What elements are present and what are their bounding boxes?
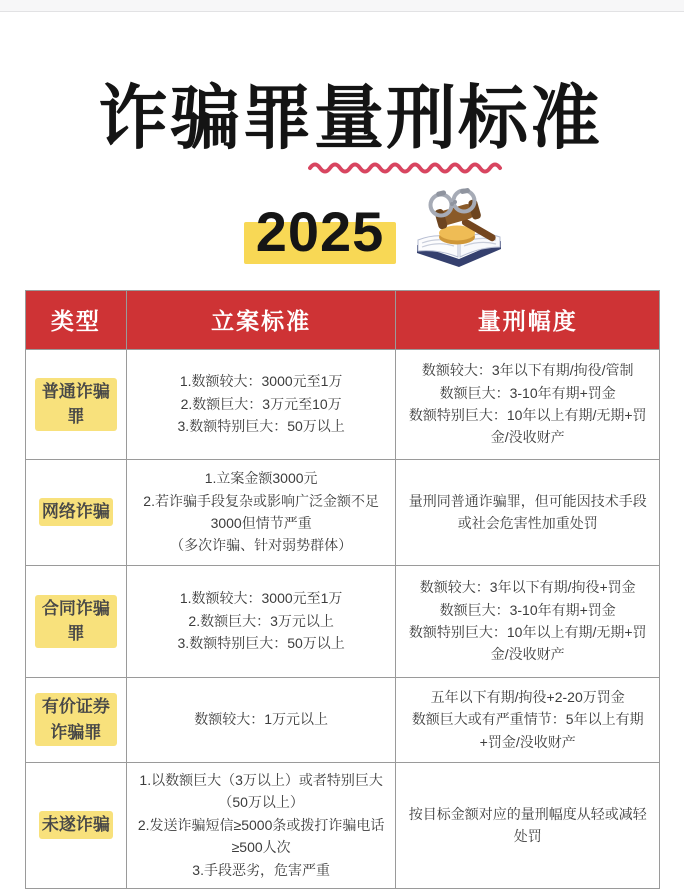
red-wavy-underline-icon (128, 160, 684, 176)
page-top-strip (0, 0, 684, 12)
title-block (0, 79, 684, 176)
table-header-row (26, 291, 660, 350)
row-sentencing-cell: 数额较大：3年以下有期/拘役+罚金 数额巨大：3-10年有期+罚金 数额特别巨大：10年以上有期/无期+罚金/没收财产 (396, 566, 660, 678)
row-sentencing-cell: 数额较大：3年以下有期/拘役/管制 数额巨大：3-10年有期+罚金 数额特别巨大：10年以上有期/无期+罚金/没收财产 (396, 350, 660, 460)
table-row (26, 678, 660, 763)
row-type-label: 合同诈骗罪 (26, 566, 127, 678)
header-type: 类型 (26, 291, 127, 350)
row-type-label: 普通诈骗罪 (26, 350, 127, 460)
header-sentencing-range: 量刑幅度 (396, 291, 660, 350)
row-filing-cell: 1.数额较大：3000元至1万 2.数额巨大：3万元至10万 3.数额特别巨大：50万以上 (127, 350, 397, 460)
row-filing-cell: 1.数额较大：3000元至1万 2.数额巨大：3万元以上 3.数额特别巨大：50万以上 (127, 566, 397, 678)
sentencing-table (25, 290, 660, 889)
handcuffs-gavel-book-icon (410, 188, 508, 272)
row-type-label: 有价证券诈骗罪 (26, 678, 127, 763)
table-row (26, 350, 660, 460)
row-type-label: 网络诈骗 (26, 460, 127, 566)
row-type-label: 未遂诈骗 (26, 763, 127, 889)
page-title: 诈骗罪量刑标准 (98, 79, 602, 157)
year-row (34, 188, 684, 264)
table-row (26, 763, 660, 889)
row-sentencing-cell: 五年以下有期/拘役+2-20万罚金 数额巨大或有严重情节：5年以上有期+罚金/没收财产 (396, 678, 660, 763)
row-sentencing-cell: 按目标金额对应的量刑幅度从轻或减轻处罚 (396, 763, 660, 889)
row-filing-cell: 1.立案金额3000元 2.若诈骗手段复杂或影响广泛金额不足3000但情节严重 （多次诈骗、针对弱势群体） (127, 460, 397, 566)
row-filing-cell: 数额较大：1万元以上 (127, 678, 397, 763)
year-badge (244, 198, 396, 264)
year-text: 2025 (255, 199, 385, 263)
table-row (26, 460, 660, 566)
table-row (26, 566, 660, 678)
row-filing-cell: 1.以数额巨大（3万以上）或者特别巨大（50万以上） 2.发送诈骗短信≥5000条或拨打诈骗电话≥500人次 3.手段恶劣，危害严重 (127, 763, 397, 889)
row-sentencing-cell: 量刑同普通诈骗罪，但可能因技术手段或社会危害性加重处罚 (396, 460, 660, 566)
header-filing-standard: 立案标准 (127, 291, 397, 350)
